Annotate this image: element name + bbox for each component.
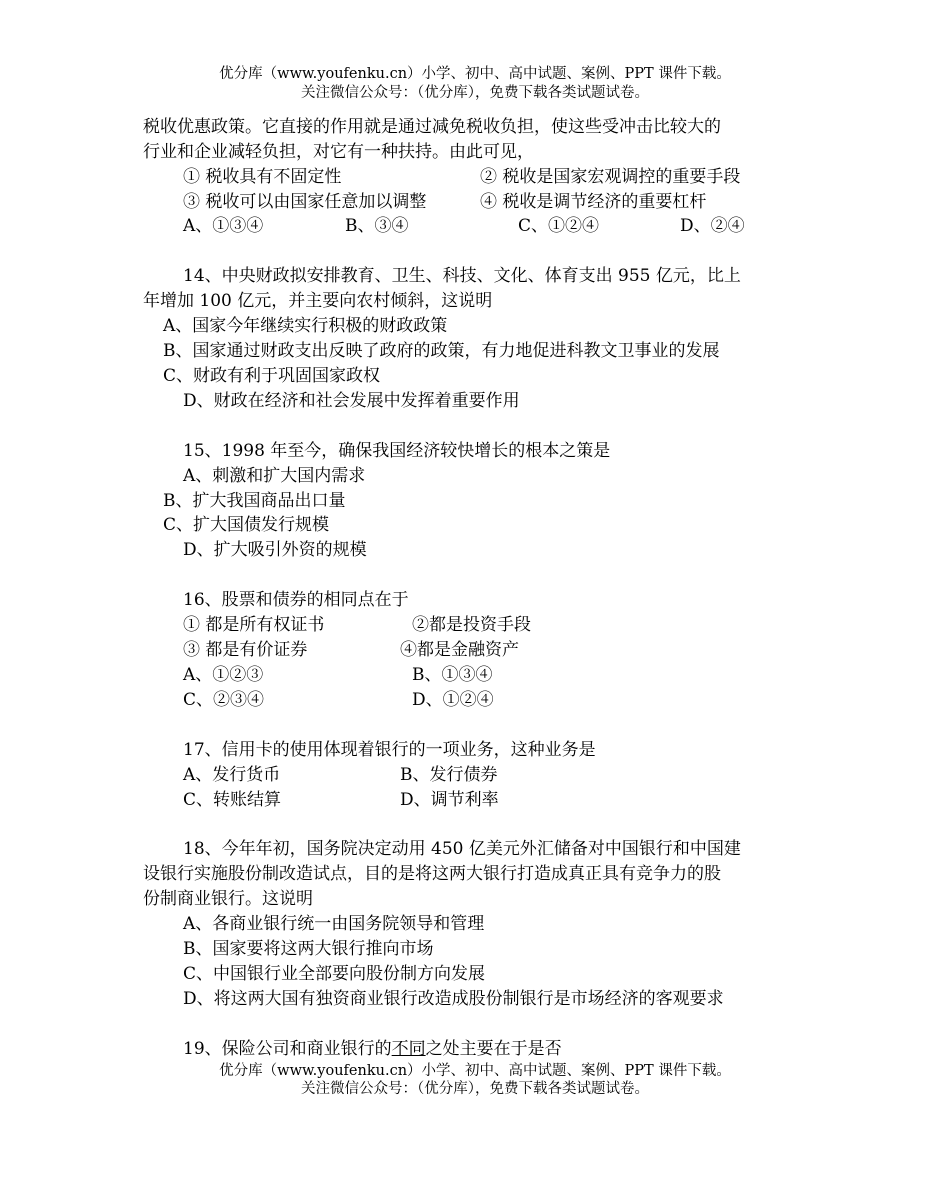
q13-statement-1: ① 税收具有不固定性 (183, 167, 342, 187)
q13-continuation-line-1: 税收优惠政策。它直接的作用就是通过减免税收负担，使这些受冲击比较大的 (143, 117, 721, 137)
q18-stem-line-3: 份制商业银行。这说明 (143, 889, 313, 909)
page-header-line-1: 优分库（www.youfenku.cn）小学、初中、高中试题、案例、PPT 课件下载。 (219, 66, 731, 82)
q13-statement-4: ④ 税收是调节经济的重要杠杆 (480, 192, 707, 212)
q17-option-b: B、发行债券 (400, 765, 498, 785)
q19-stem-prefix: 19、保险公司和商业银行的 (183, 1039, 392, 1059)
q19-stem-suffix: 之处主要在于是否 (425, 1039, 562, 1059)
q19-stem (183, 1038, 562, 1060)
q13-option-d: D、②④ (680, 216, 745, 236)
q17-option-d: D、调节利率 (400, 790, 499, 810)
q16-stem: 16、股票和债券的相同点在于 (183, 590, 409, 610)
q14-option-a: A、国家今年继续实行积极的财政政策 (163, 316, 448, 336)
q18-stem-line-2: 设银行实施股份制改造试点，目的是将这两大银行打造成真正具有竞争力的股 (143, 864, 721, 884)
q15-option-c: C、扩大国债发行规模 (163, 515, 330, 535)
q13-option-a: A、①③④ (183, 216, 264, 236)
q14-option-c: C、财政有利于巩固国家政权 (163, 366, 381, 386)
q14-option-d: D、财政在经济和社会发展中发挥着重要作用 (183, 391, 520, 411)
q13-statement-3: ③ 税收可以由国家任意加以调整 (183, 192, 427, 212)
q17-option-a: A、发行货币 (183, 765, 281, 785)
q16-statement-1: ① 都是所有权证书 (183, 615, 325, 635)
q18-option-c: C、中国银行业全部要向股份制方向发展 (183, 964, 486, 984)
q17-stem: 17、信用卡的使用体现着银行的一项业务，这种业务是 (183, 740, 596, 760)
q16-statement-2: ②都是投资手段 (412, 615, 531, 635)
q18-option-b: B、国家要将这两大银行推向市场 (183, 939, 434, 959)
q13-statement-2: ② 税收是国家宏观调控的重要手段 (480, 167, 741, 187)
q15-stem: 15、1998 年至今，确保我国经济较快增长的根本之策是 (183, 441, 611, 461)
q17-option-c: C、转账结算 (183, 790, 282, 810)
q19-underlined-word: 不同 (391, 1039, 426, 1059)
q18-option-d: D、将这两大国有独资商业银行改造成股份制银行是市场经济的客观要求 (183, 989, 724, 1009)
q18-stem-line-1: 18、今年年初，国务院决定动用 450 亿美元外汇储备对中国银行和中国建 (183, 839, 741, 859)
q16-statement-4: ④都是金融资产 (400, 640, 519, 660)
q16-option-b: B、①③④ (412, 665, 493, 685)
q13-option-b: B、③④ (345, 216, 409, 236)
page-footer-line-2: 关注微信公众号：（优分库），免费下载各类试题试卷。 (301, 1081, 649, 1097)
q14-option-b: B、国家通过财政支出反映了政府的政策，有力地促进科教文卫事业的发展 (163, 341, 720, 361)
page-header-line-2: 关注微信公众号：（优分库），免费下载各类试题试卷。 (301, 85, 649, 101)
q15-option-b: B、扩大我国商品出口量 (163, 491, 346, 511)
page-footer-line-1: 优分库（www.youfenku.cn）小学、初中、高中试题、案例、PPT 课件下载。 (219, 1063, 731, 1079)
q15-option-a: A、刺激和扩大国内需求 (183, 466, 366, 486)
q15-option-d: D、扩大吸引外资的规模 (183, 540, 367, 560)
q13-continuation-line-2: 行业和企业减轻负担，对它有一种扶持。由此可见， (143, 142, 534, 162)
q18-option-a: A、各商业银行统一由国务院领导和管理 (183, 914, 485, 934)
q16-option-a: A、①②③ (183, 665, 264, 685)
q14-stem-line-2: 年增加 100 亿元，并主要向农村倾斜，这说明 (143, 291, 493, 311)
q16-option-c: C、②③④ (183, 690, 265, 710)
q16-option-d: D、①②④ (412, 690, 494, 710)
q13-option-c: C、①②④ (518, 216, 600, 236)
q16-statement-3: ③ 都是有价证券 (183, 640, 308, 660)
q14-stem-line-1: 14、中央财政拟安排教育、卫生、科技、文化、体育支出 955 亿元，比上 (183, 266, 741, 286)
